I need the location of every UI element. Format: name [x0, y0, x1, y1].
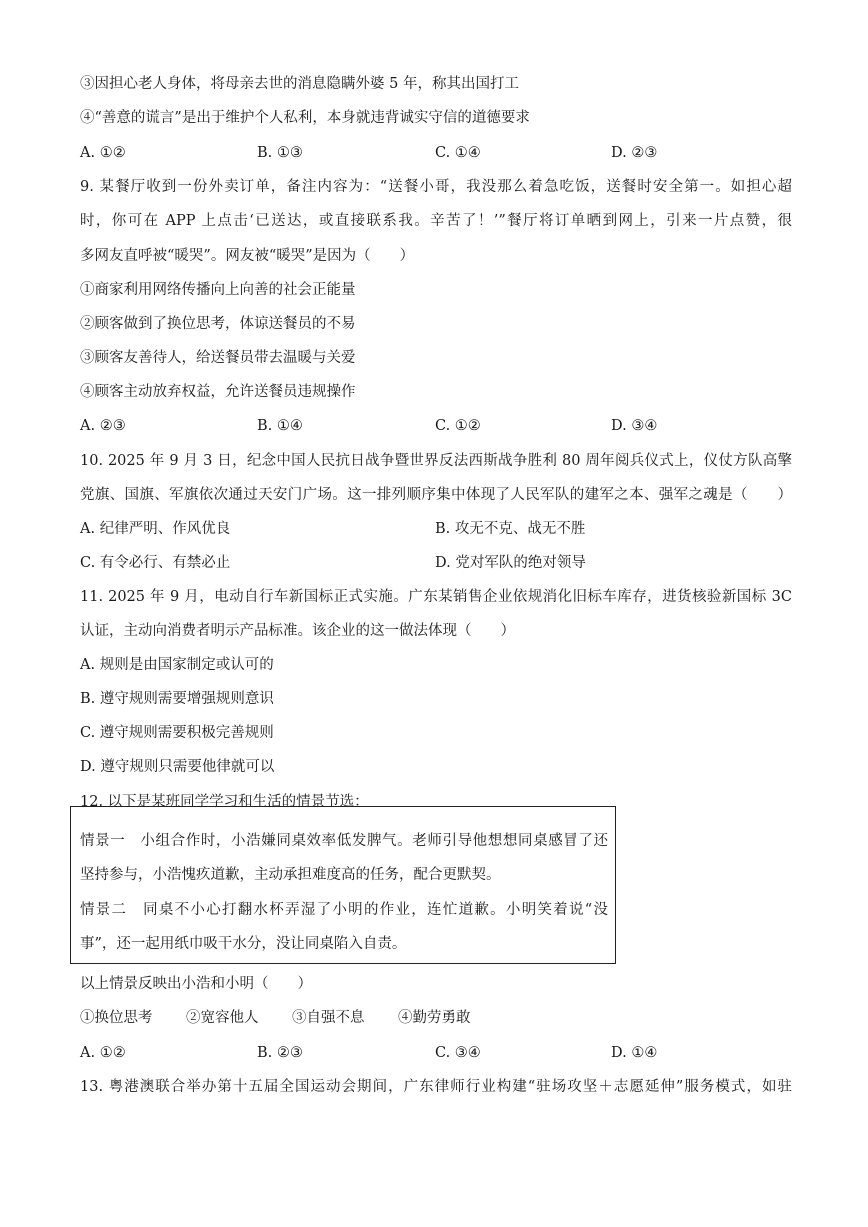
q12-statement-1: ①换位思考	[80, 1010, 153, 1026]
option-a[interactable]: A. 纪律严明、作风优良	[80, 521, 231, 537]
option-c[interactable]: C. ③④	[435, 1045, 481, 1061]
q9-statement-3: ③顾客友善待人，给送餐员带去温暖与关爱	[80, 350, 356, 366]
statement-4: ④“善意的谎言”是出于维护个人私利，本身就违背诚实守信的道德要求	[80, 110, 530, 126]
option-c[interactable]: C. ①②	[435, 418, 481, 434]
option-c[interactable]: C. 遵守规则需要积极完善规则	[80, 725, 274, 741]
q9-stem-line1: 9. 某餐厅收到一份外卖订单，备注内容为：“送餐小哥，我没那么着急吃饭，送餐时安全第一。如担心超	[80, 179, 792, 195]
scenario-2-line1: 情景二 同桌不小心打翻水杯弄湿了小明的作业，连忙道歉。小明笑着说“没	[80, 902, 608, 918]
scenario-1-line1: 情景一 小组合作时，小浩嫌同桌效率低发脾气。老师引导他想想同桌感冒了还	[80, 833, 608, 849]
answer-options-q9	[80, 416, 792, 436]
answer-options-q12	[80, 1043, 792, 1063]
q12-statement-4: ④勤劳勇敢	[398, 1010, 471, 1026]
q9-statement-1: ①商家利用网络传播向上向善的社会正能量	[80, 282, 356, 298]
scenario-box	[70, 806, 616, 964]
option-a[interactable]: A. ①②	[80, 145, 126, 161]
scenario-1-line2: 坚持参与，小浩愧疚道歉，主动承担难度高的任务，配合更默契。	[80, 867, 501, 883]
q10-stem-line1: 10. 2025 年 9 月 3 日，纪念中国人民抗日战争暨世界反法西斯战争胜利 80 周年阅兵仪式上，仪仗方队高擎	[80, 453, 792, 469]
q12-intro: 12. 以下是某班同学学习和生活的情景节选：	[80, 794, 369, 810]
statement-3: ③因担心老人身体，将母亲去世的消息隐瞒外婆 5 年，称其出国打工	[80, 76, 519, 92]
q9-stem-line3: 多网友直呼被“暖哭”。网友被“暖哭”是因为（ ）	[80, 248, 415, 264]
q10-stem-line2: 党旗、国旗、军旗依次通过天安门广场。这一排列顺序集中体现了人民军队的建军之本、强军之魂是（ ）	[80, 487, 792, 503]
q12-statement-3: ③自强不息	[292, 1010, 365, 1026]
option-d[interactable]: D. 党对军队的绝对领导	[435, 555, 586, 571]
option-a[interactable]: A. ②③	[80, 418, 126, 434]
option-c[interactable]: C. 有令必行、有禁必止	[80, 555, 231, 571]
option-d[interactable]: D. ③④	[611, 418, 658, 434]
option-a[interactable]: A. 规则是由国家制定或认可的	[80, 657, 274, 673]
q13-stem-line1: 13. 粤港澳联合举办第十五届全国运动会期间，广东律师行业构建“驻场攻坚＋志愿延伸”服务模式，如驻	[80, 1079, 792, 1095]
q9-stem-line2: 时，你可在 APP 上点击‘已送达，或直接联系我。辛苦了！’”餐厅将订单晒到网上，引来一片点赞，很	[80, 213, 792, 229]
option-d[interactable]: D. ②③	[611, 145, 658, 161]
option-d[interactable]: D. ①④	[611, 1045, 658, 1061]
answer-options-q10-row2	[80, 553, 792, 573]
option-b[interactable]: B. 遵守规则需要增强规则意识	[80, 691, 274, 707]
q9-statement-2: ②顾客做到了换位思考，体谅送餐员的不易	[80, 316, 356, 332]
option-b[interactable]: B. 攻无不克、战无不胜	[435, 521, 586, 537]
answer-options-q10-row1	[80, 519, 792, 539]
option-d[interactable]: D. 遵守规则只需要他律就可以	[80, 759, 275, 775]
option-a[interactable]: A. ①②	[80, 1045, 126, 1061]
option-b[interactable]: B. ①③	[257, 145, 303, 161]
q11-stem-line1: 11. 2025 年 9 月，电动自行车新国标正式实施。广东某销售企业依规消化旧标车库存，进货核验新国标 3C	[80, 589, 792, 605]
q12-statement-2: ②宽容他人	[186, 1010, 259, 1026]
q9-statement-4: ④顾客主动放弃权益，允许送餐员违规操作	[80, 384, 356, 400]
q12-stem: 以上情景反映出小浩和小明（ ）	[80, 976, 312, 992]
q12-statements	[80, 1008, 560, 1028]
answer-options-q8	[80, 143, 792, 163]
option-b[interactable]: B. ①④	[257, 418, 303, 434]
option-b[interactable]: B. ②③	[257, 1045, 303, 1061]
option-c[interactable]: C. ①④	[435, 145, 481, 161]
q11-stem-line2: 认证，主动向消费者明示产品标准。该企业的这一做法体现（ ）	[80, 623, 515, 639]
scenario-2-line2: 事”，还一起用纸巾吸干水分，没让同桌陷入自责。	[80, 936, 407, 952]
